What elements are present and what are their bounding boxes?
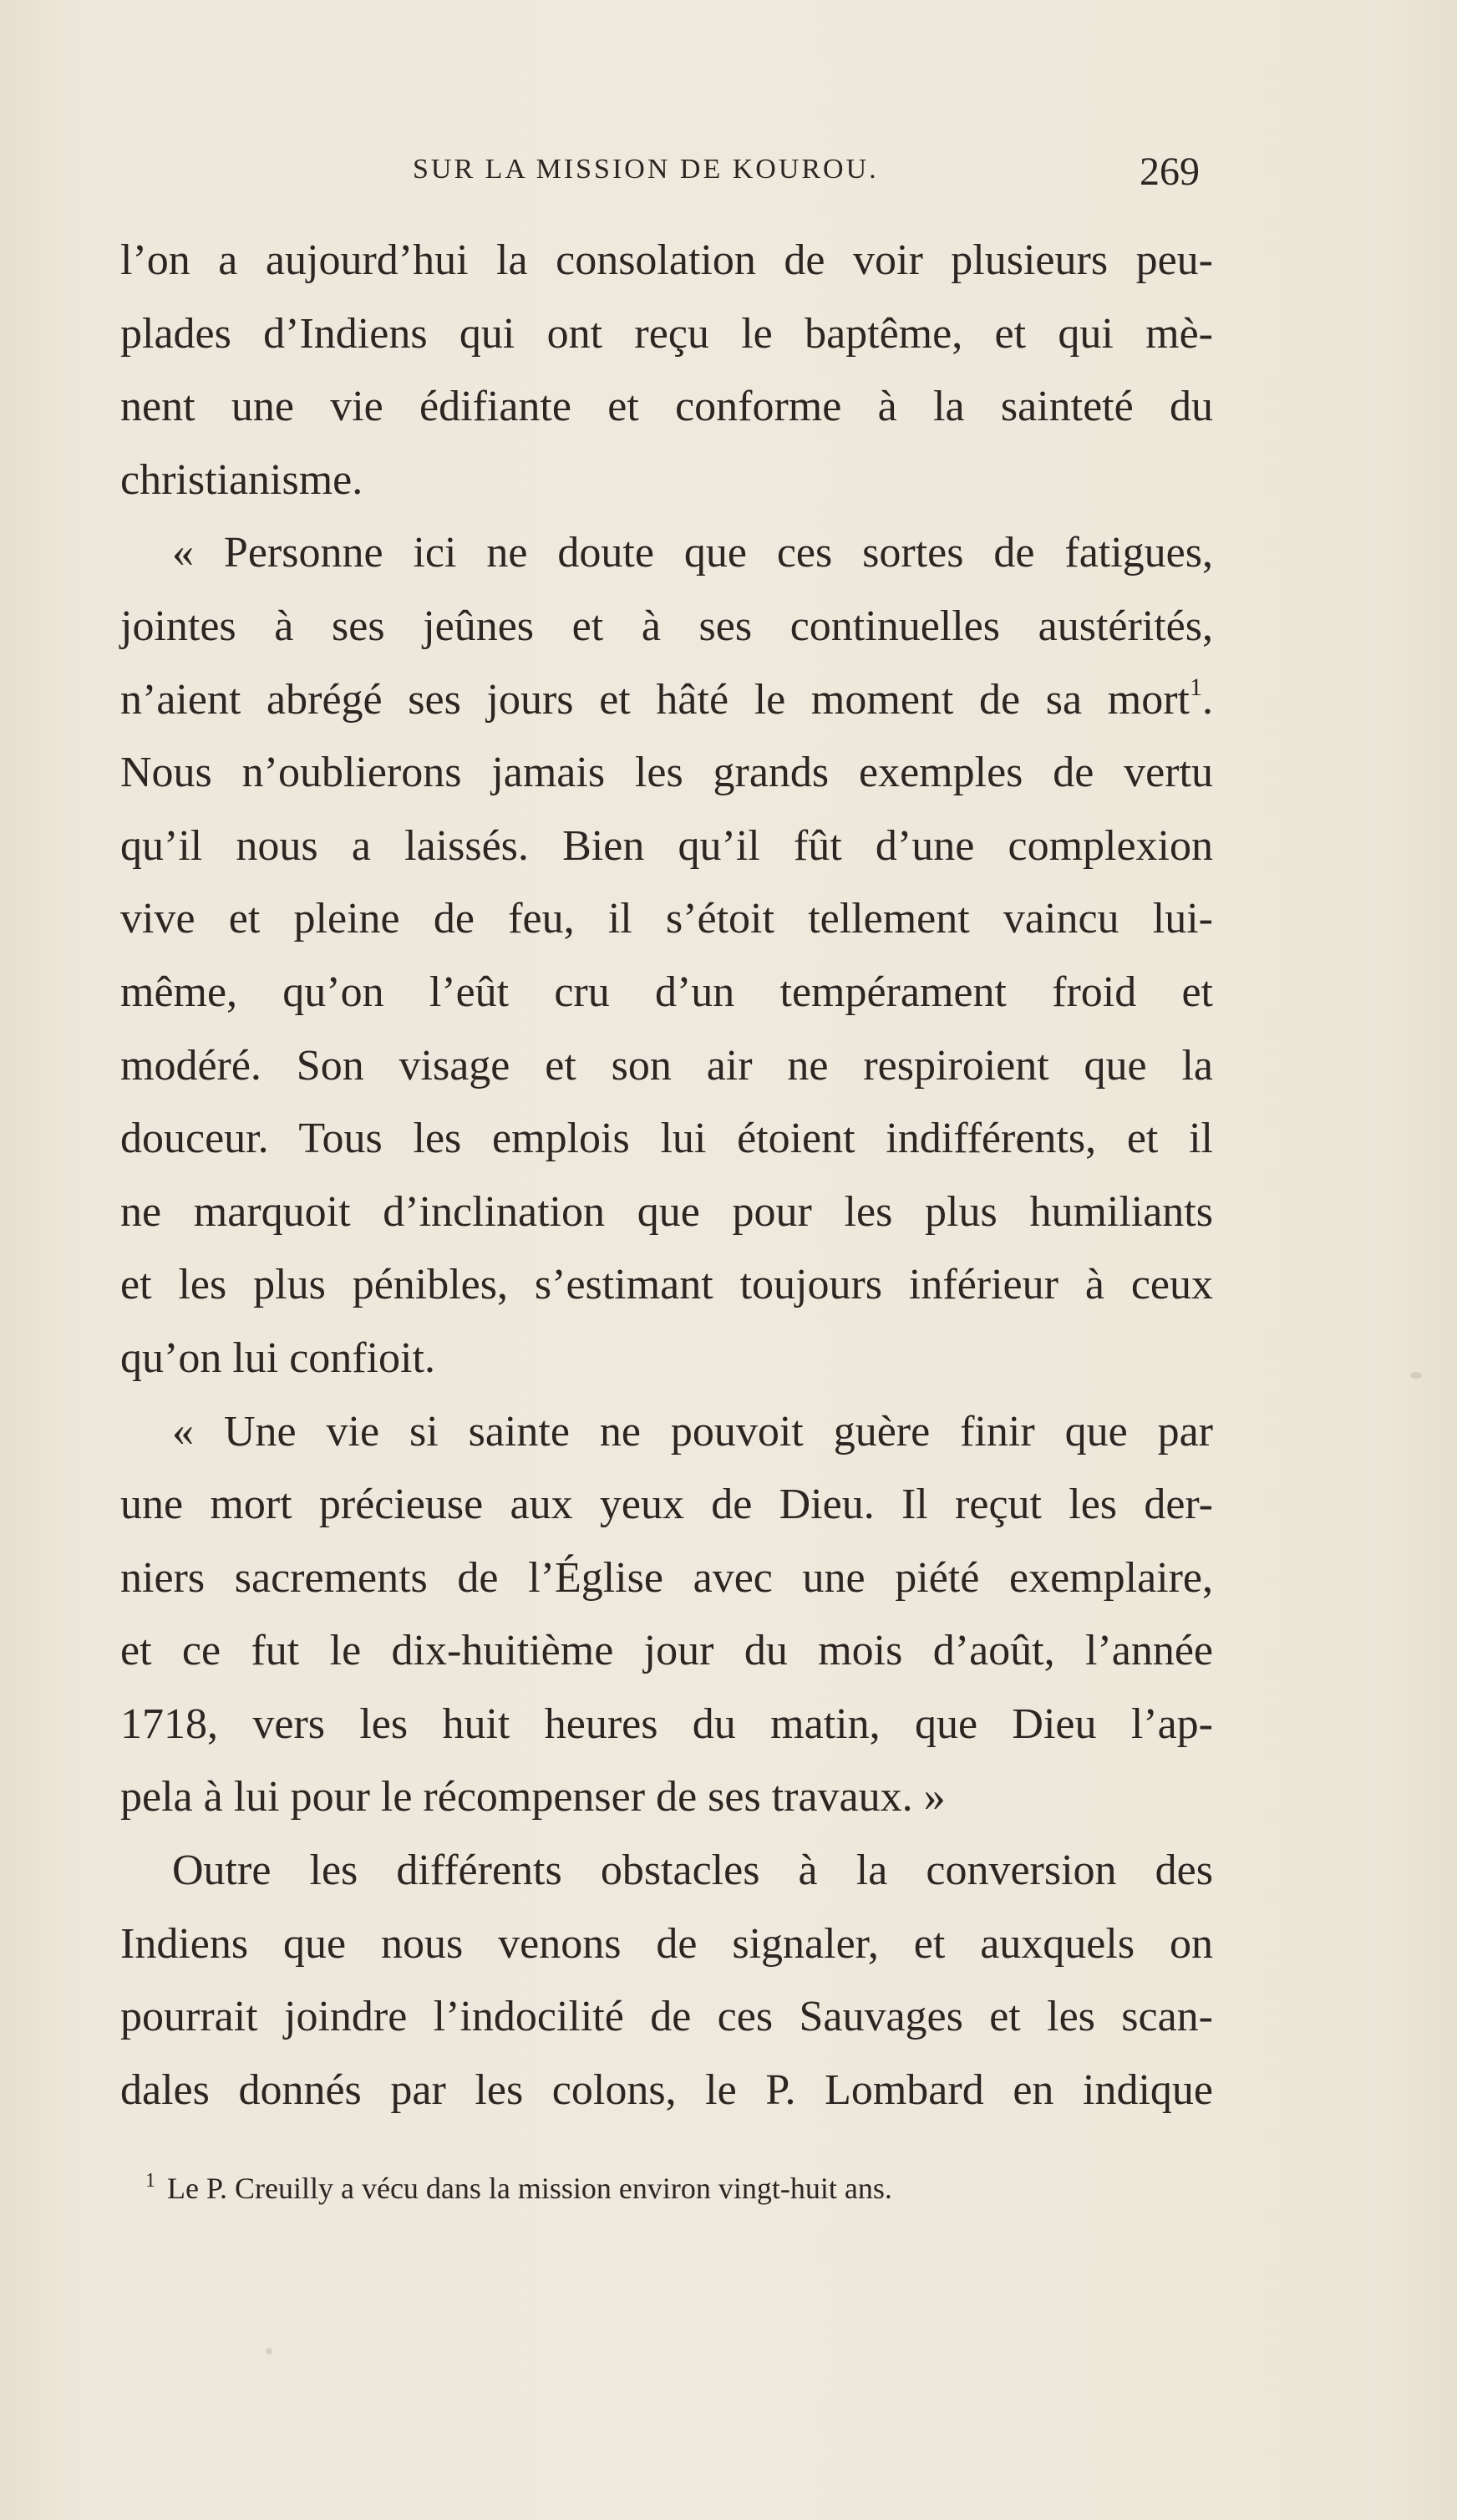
text-line: nent une vie édifiante et conforme à la sainteté du	[120, 383, 1213, 431]
text-line: Outre les différents obstacles à la conversion des	[172, 1847, 1213, 1895]
text-line: vive et pleine de feu, il s’étoit tellement vaincu lui-	[120, 895, 1213, 943]
text-line: ne marquoit d’inclination que pour les plus humiliants	[120, 1187, 1213, 1236]
running-title: SUR LA MISSION DE KOUROU.	[413, 154, 879, 185]
text-line: niers sacrements de l’Église avec une piété exemplaire,	[120, 1553, 1213, 1602]
text-line: pourrait joindre l’indocilité de ces Sauvages et les scan-	[120, 1993, 1213, 2041]
paper-speck	[266, 2348, 272, 2355]
footnote-marker: 1	[145, 2170, 155, 2192]
text-line: christianisme.	[120, 455, 363, 504]
footnote-reference[interactable]: 1	[1190, 673, 1202, 701]
text-line: modéré. Son visage et son air ne respiroient que la	[120, 1041, 1213, 1090]
text-line: qu’on lui confioit.	[120, 1334, 435, 1382]
sentence-period: .	[1202, 675, 1213, 724]
text-line: qu’il nous a laissés. Bien qu’il fût d’une complexion	[120, 821, 1213, 870]
text-line: Nous n’oublierons jamais les grands exemples de vertu	[120, 749, 1213, 797]
text-line: pela à lui pour le récompenser de ses travaux. »	[120, 1773, 946, 1821]
paper-speck	[1410, 1372, 1422, 1379]
text-line: et ce fut le dix-huitième jour du mois d’août, l’année	[120, 1627, 1213, 1675]
text-line: douceur. Tous les emplois lui étoient indifférents, et il	[120, 1115, 1213, 1163]
text-line: jointes à ses jeûnes et à ses continuelles austérités,	[120, 602, 1213, 650]
body-text	[120, 224, 1213, 2126]
text-line: dales donnés par les colons, le P. Lombard en indique	[120, 2065, 1213, 2114]
text-line: « Une vie si sainte ne pouvoit guère finir que par	[172, 1407, 1213, 1456]
text-line-with-footnote-ref	[120, 663, 1213, 737]
text-line: Indiens que nous venons de signaler, et auxquels on	[120, 1919, 1213, 1968]
text-line: une mort précieuse aux yeux de Dieu. Il reçut les der-	[120, 1481, 1213, 1529]
running-head	[0, 149, 1457, 199]
text-line-content: n’aient abrégé ses jours et hâté le moment de sa mort	[120, 675, 1190, 724]
text-line: 1718, vers les huit heures du matin, que Dieu l’ap-	[120, 1699, 1213, 1748]
text-line: plades d’Indiens qui ont reçu le baptême, et qui mè-	[120, 309, 1213, 358]
text-line: et les plus pénibles, s’estimant toujours inférieur à ceux	[120, 1261, 1213, 1309]
text-line: l’on a aujourd’hui la consolation de voir plusieurs peu-	[120, 236, 1213, 284]
text-line: « Personne ici ne doute que ces sortes de fatigues,	[172, 529, 1213, 577]
footnote-text: Le P. Creuilly a vécu dans la mission environ vingt-huit ans.	[167, 2172, 892, 2205]
footnote	[145, 2159, 1181, 2210]
page-number: 269	[1140, 150, 1200, 194]
text-line: même, qu’on l’eût cru d’un tempérament froid et	[120, 968, 1213, 1016]
